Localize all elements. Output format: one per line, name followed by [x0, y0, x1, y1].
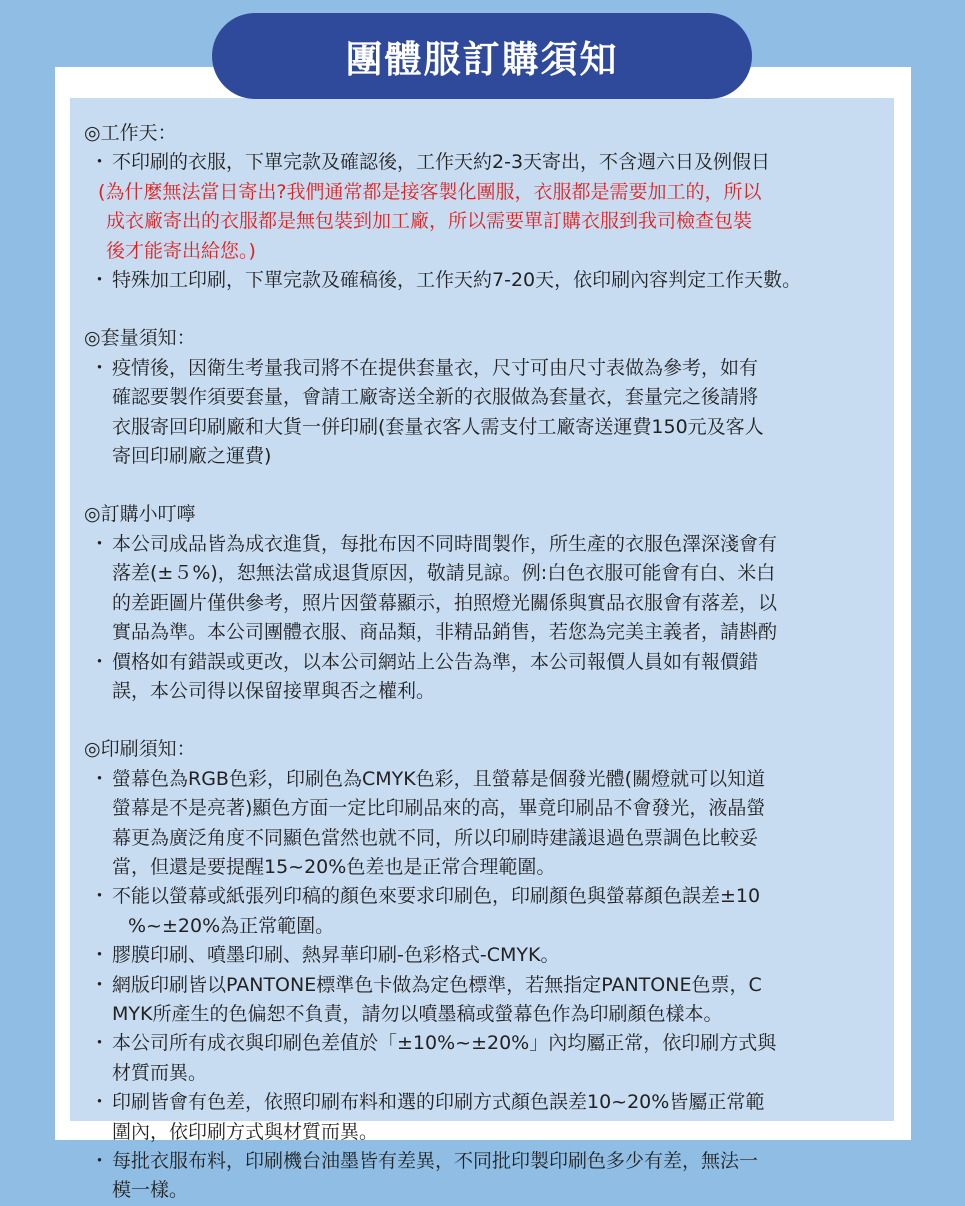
section-heading-workdays: ◎工作天： [84, 122, 177, 144]
text-line: 寄回印刷廠之運費) [112, 445, 272, 468]
text-line: MYK所產生的色偏恕不負責，請勿以噴墨稿或螢幕色作為印刷顏色樣本。 [112, 1002, 723, 1025]
list-item [84, 1088, 874, 1147]
list-item [84, 765, 874, 883]
list-item [84, 530, 874, 648]
text-line: 材質而異。 [112, 1061, 208, 1084]
text-line: 落差(±５%)，恕無法當成退貨原因，敬請見諒。例:白色衣服可能會有白、米白 [112, 562, 776, 585]
text-line: 當，但還是要提醒15~20%色差也是正常合理範圍。 [112, 855, 556, 878]
bullet: ・ [90, 1032, 110, 1055]
bullet: ・ [90, 650, 110, 673]
bullet: ・ [90, 973, 110, 996]
text-line: %~±20%為正常範圍。 [128, 914, 335, 937]
list-item [84, 971, 874, 1030]
text-line: 螢幕色為RGB色彩，印刷色為CMYK色彩，且螢幕是個發光體(關燈就可以知道 [112, 767, 766, 790]
text-line: 疫情後，因衛生考量我司將不在提供套量衣，尺寸可由尺寸表做為參考，如有 [112, 356, 759, 379]
text-line: 膠膜印刷、噴墨印刷、熱昇華印刷-色彩格式-CMYK。 [112, 944, 560, 967]
note-line: 成衣廠寄出的衣服都是無包裝到加工廠，所以需要單訂購衣服到我司檢查包裝 [106, 210, 753, 233]
bullet: ・ [90, 944, 110, 967]
notice-content [84, 119, 874, 1206]
bullet: ・ [90, 151, 110, 174]
list-item [84, 354, 874, 472]
list-item [84, 1029, 874, 1088]
list-item [84, 266, 874, 295]
text-line: 的差距圖片僅供參考，照片因螢幕顯示，拍照燈光關係與實品衣服會有落差，以 [112, 591, 778, 614]
text-line: 特殊加工印刷，下單完款及確稿後，工作天約7-20天，依印刷內容判定工作天數。 [112, 269, 802, 292]
bullet: ・ [90, 885, 110, 908]
title-banner [212, 13, 752, 99]
text-line: 誤，本公司得以保留接單與否之權利。 [112, 679, 436, 702]
text-line: 不印刷的衣服，下單完款及確認後，工作天約2-3天寄出，不含週六日及例假日 [112, 151, 771, 174]
note-line: (為什麼無法當日寄出?我們通常都是接客製化團服，衣服都是需要加工的，所以 [98, 180, 762, 203]
list-item [84, 882, 874, 941]
text-line: 每批衣服布料，印刷機台油墨皆有差異，不同批印製印刷色多少有差，無法一 [112, 1150, 759, 1172]
text-line: 網版印刷皆以PANTONE標準色卡做為定色標準，若無指定PANTONE色票，C [112, 973, 762, 996]
text-line: 確認要製作須要套量，會請工廠寄送全新的衣服做為套量衣，套量完之後請將 [112, 386, 759, 409]
bullet: ・ [90, 269, 110, 292]
text-line: 印刷皆會有色差，依照印刷布料和選的印刷方式顏色誤差10~20%皆屬正常範 [112, 1091, 765, 1114]
list-item [84, 1147, 874, 1206]
section-heading-printing: ◎印刷須知： [84, 738, 196, 761]
text-line: 幕更為廣泛角度不同顯色當然也就不同，所以印刷時建議退過色票調色比較妥 [112, 826, 759, 849]
bullet: ・ [90, 1150, 110, 1172]
text-line: 圍內，依印刷方式與材質而異。 [112, 1120, 379, 1143]
text-line: 螢幕是不是亮著)顯色方面一定比印刷品來的高，畢竟印刷品不會發光，液晶螢 [112, 797, 766, 820]
bullet: ・ [90, 356, 110, 379]
red-note [84, 178, 874, 266]
text-line: 不能以螢幕或紙張列印稿的顏色來要求印刷色，印刷顏色與螢幕顏色誤差±10 [112, 885, 761, 908]
section-heading-sample: ◎套量須知： [84, 327, 196, 350]
text-line: 模一樣。 [112, 1179, 189, 1202]
text-line: 本公司所有成衣與印刷色差值於「±10%~±20%」內均屬正常，依印刷方式與 [112, 1032, 777, 1055]
bullet: ・ [90, 1091, 110, 1114]
section-heading-reminder: ◎訂購小叮嚀 [84, 503, 196, 526]
text-line: 價格如有錯誤或更改，以本公司網站上公告為準，本公司報價人員如有報價錯 [112, 650, 759, 673]
text-line: 實品為準。本公司團體衣服、商品類，非精品銷售，若您為完美主義者，請斟酌 [112, 621, 778, 644]
page-title: 團體服訂購須知 [345, 38, 619, 81]
text-line: 本公司成品皆為成衣進貨，每批布因不同時間製作，所生產的衣服色澤深淺會有 [112, 532, 778, 555]
list-item [84, 941, 874, 970]
list-item [84, 148, 874, 177]
list-item [84, 648, 874, 707]
bullet: ・ [90, 767, 110, 790]
text-line: 衣服寄回印刷廠和大貨一併印刷(套量衣客人需支付工廠寄送運費150元及客人 [112, 415, 764, 438]
bullet: ・ [90, 532, 110, 555]
note-line: 後才能寄出給您。) [106, 239, 256, 262]
